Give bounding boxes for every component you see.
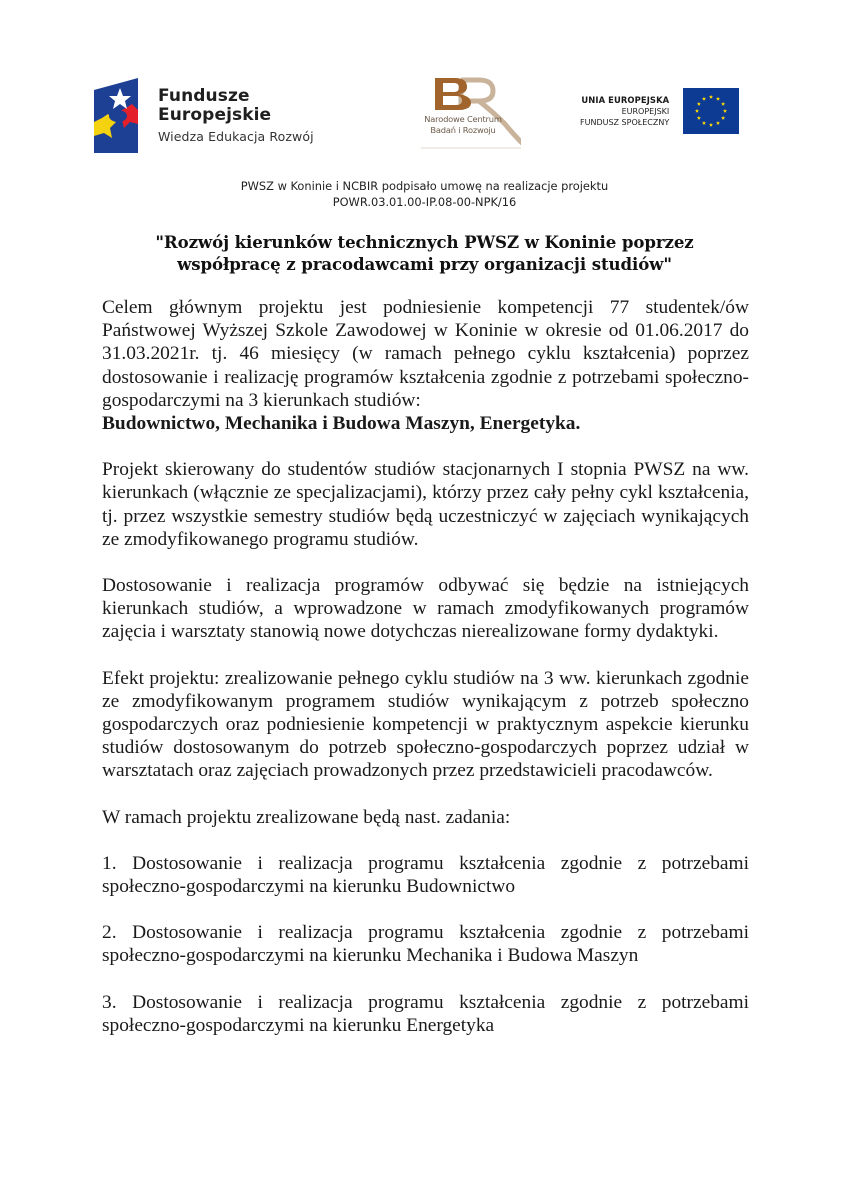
fundusze-europejskie-text — [158, 87, 314, 144]
intro-text — [0, 178, 849, 210]
task-item: 2. Dostosowanie i realizacja programu kształcenia zgodnie z potrzebami społeczno-gospodarczymi na kierunku Mechanika i Budowa Maszyn — [102, 922, 749, 967]
eu-text — [580, 95, 669, 128]
intro-line2: POWR.03.01.00-IP.08-00-NPK/16 — [332, 195, 517, 209]
paragraph-goal-text: Celem głównym projektu jest podniesienie kompetencji 77 studentek/ów Państwowej Wyższej Szkole Zawodowej w Koninie w okresie od 01.06.2017 do 31.03.2021r. tj. 46 miesięcy (w ramach pełnego cyklu kształcenia) poprzez dostosowanie i realizację programów kształcenia zgodnie z potrzebami społeczno-gospodarczymi na 3 kierunkach studiów: — [102, 297, 749, 411]
fe-subtitle: Wiedza Edukacja Rozwój — [158, 129, 314, 144]
fundusze-europejskie-logo — [94, 78, 314, 153]
fe-title-line1: Fundusze — [158, 86, 250, 106]
task-item: 1. Dostosowanie i realizacja programu kształcenia zgodnie z potrzebami społeczno-gospodarczymi na kierunku Budownictwo — [102, 852, 749, 898]
eu-flag-icon — [683, 88, 739, 134]
title-line2: współpracę z pracodawcami przy organizacji studiów" — [177, 254, 672, 274]
ncbr-logo — [413, 72, 523, 152]
eu-line3: FUNDUSZ SPOŁECZNY — [580, 117, 670, 127]
paragraph-tasks-intro: W ramach projektu zrealizowane będą nast. zadania: — [102, 806, 511, 828]
ncbr-emblem-icon — [421, 72, 521, 150]
document-body — [102, 296, 749, 1060]
fe-title-line2: Europejskie — [158, 105, 272, 125]
eu-logo — [580, 88, 739, 134]
ncbr-line2: Badań i Rozwoju — [430, 125, 496, 135]
logo-bar — [0, 70, 849, 165]
page-title — [0, 231, 849, 275]
intro-line1: PWSZ w Koninie i NCBIR podpisało umowę na realizacje projektu — [240, 179, 609, 193]
ncbr-line1: Narodowe Centrum — [424, 114, 502, 124]
task-item: 3. Dostosowanie i realizacja programu kształcenia zgodnie z potrzebami społeczno-gospodarczymi na kierunku Energetyka — [102, 991, 749, 1036]
fundusze-europejskie-emblem-icon — [94, 78, 138, 153]
paragraph-goal — [102, 296, 749, 435]
paragraph-implementation: Dostosowanie i realizacja programów odbywać się będzie na istniejących kierunkach studiów, a wprowadzone w ramach zmodyfikowanych programów zajęcia i warsztaty stanowią nowe dotychczas nierealizowane formy dydaktyki. — [102, 575, 749, 643]
paragraph-effect: Efekt projektu: zrealizowanie pełnego cyklu studiów na 3 ww. kierunkach zgodnie ze zmodyfikowanym programem studiów wynikającym z potrzeb społeczno gospodarczych oraz podniesienie kompetencji w praktycznym aspekcie kierunku studiów dostosowanym do potrzeb społeczno-gospodarczych poprzez udział w warsztatach oraz zajęciach prowadzonych przez przedstawicieli pracodawców. — [102, 667, 749, 782]
ncbr-text — [413, 114, 513, 136]
eu-line2: EUROPEJSKI — [621, 106, 670, 116]
paragraph-target-group: Projekt skierowany do studentów studiów stacjonarnych I stopnia PWSZ na ww. kierunkach (włącznie ze specjalizacjami), którzy przez cały pełny cykl kształcenia, tj. przez wszystkie semestry studiów będą uczestniczyć w zajęciach wynikających ze zmodyfikowanego programu studiów. — [102, 459, 749, 550]
title-line1: "Rozwój kierunków technicznych PWSZ w Koninie poprzez — [155, 232, 694, 252]
eu-title: UNIA EUROPEJSKA — [581, 94, 670, 105]
study-fields-bold: Budownictwo, Mechanika i Budowa Maszyn, Energetyka. — [102, 413, 581, 435]
